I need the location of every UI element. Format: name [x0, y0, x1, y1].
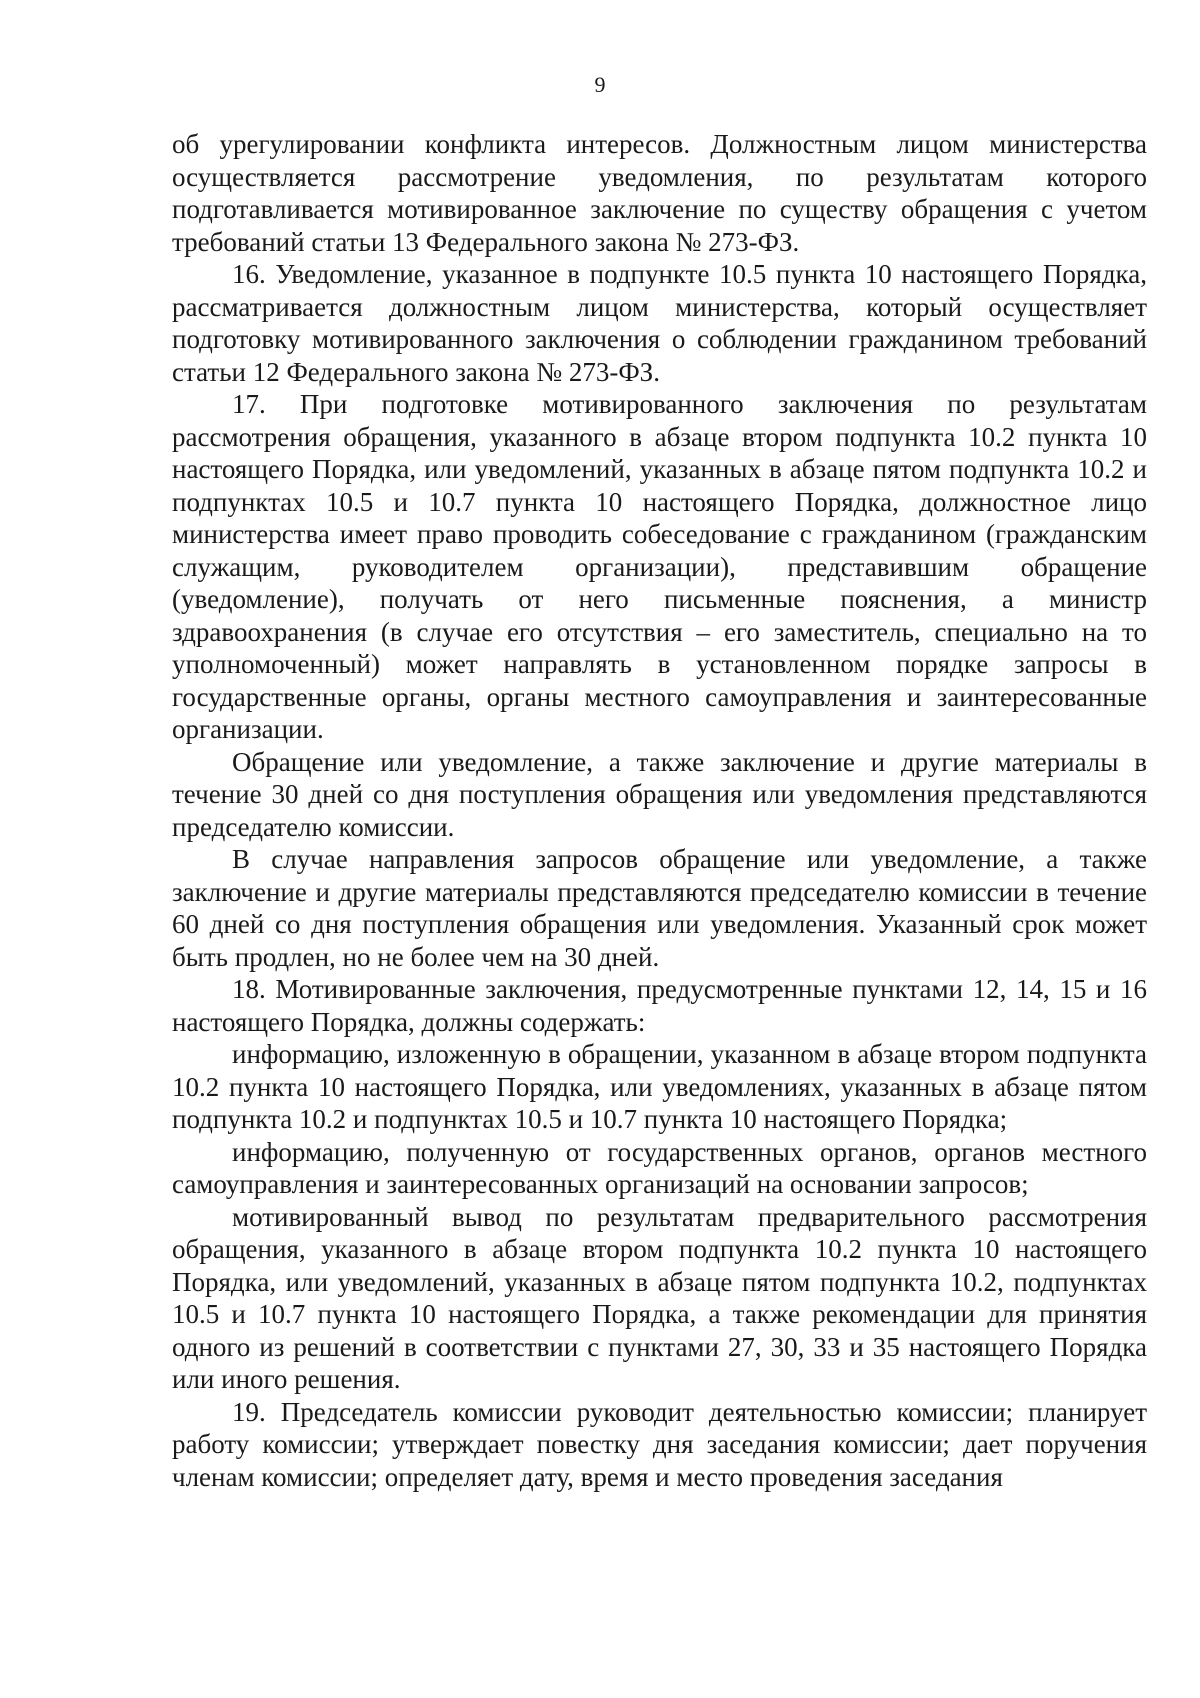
page-number: 9 — [594, 72, 606, 97]
document-body — [172, 128, 1147, 1493]
paragraph-item-18-point-3: мотивированный вывод по результатам предварительного рассмотрения обращения, указанного в абзаце втором подпункта 10.2 пункта 10 настоящего Порядка, или уведомлений, указанных в абзаце пятом подпункта 10.2, подпунктах 10.5 и 10.7 пункта 10 настоящего Порядка, а также рекомендации для принятия одного из решений в соответствии с пунктами 27, 30, 33 и 35 настоящего Порядка или иного решения. — [172, 1201, 1147, 1394]
paragraph-item-17: 17. При подготовке мотивированного заключения по результатам рассмотрения обращения, указанного в абзаце втором подпункта 10.2 пункта 10 настоящего Порядка, или уведомлений, указанных в абзаце пятом подпункта 10.2 и подпунктах 10.5 и 10.7 пункта 10 настоящего Порядка, должностное лицо министерства имеет право проводить собеседование с гражданином (гражданским служащим, руководителем организации), представившим обращение (уведомление), получать от него письменные пояснения, а министр здравоохранения (в случае его отсутствия – его заместитель, специально на то уполномоченный) может направлять в установленном порядке запросы в государственные органы, органы местного самоуправления и заинтересованные организации. — [172, 389, 1147, 744]
paragraph-item-18-point-1: информацию, изложенную в обращении, указанном в абзаце втором подпункта 10.2 пункта 10 настоящего Порядка, или уведомлениях, указанных в абзаце пятом подпункта 10.2 и подпунктах 10.5 и 10.7 пункта 10 настоящего Порядка; — [172, 1039, 1147, 1134]
paragraph-item-16: 16. Уведомление, указанное в подпункте 10.5 пункта 10 настоящего Порядка, рассматривается должностным лицом министерства, который осуществляет подготовку мотивированного заключения о соблюдении гражданином требований статьи 12 Федерального закона № 273-ФЗ. — [172, 259, 1147, 387]
paragraph-item-18: 18. Мотивированные заключения, предусмотренные пунктами 12, 14, 15 и 16 настоящего Порядка, должны содержать: — [172, 974, 1147, 1037]
paragraph-item-19: 19. Председатель комиссии руководит деятельностью комиссии; планирует работу комиссии; утверждает повестку дня заседания комиссии; дает поручения членам комиссии; определяет дату, время и место проведения заседания — [172, 1396, 1147, 1492]
paragraph-continuation: об урегулировании конфликта интересов. Должностным лицом министерства осуществляется рассмотрение уведомления, по результатам которого подготавливается мотивированное заключение по существу обращения с учетом требований статьи 13 Федерального закона № 273-ФЗ. — [172, 129, 1147, 257]
paragraph-deadline-30-days: Обращение или уведомление, а также заключение и другие материалы в течение 30 дней со дня поступления обращения или уведомления представляются председателю комиссии. — [172, 746, 1147, 842]
paragraph-item-18-point-2: информацию, полученную от государственных органов, органов местного самоуправления и заинтересованных организаций на основании запросов; — [172, 1136, 1147, 1199]
paragraph-deadline-60-days: В случае направления запросов обращение или уведомление, а также заключение и другие материалы представляются председателю комиссии в течение 60 дней со дня поступления обращения или уведомления. Указанный срок может быть продлен, но не более чем на 30 дней. — [172, 844, 1147, 972]
